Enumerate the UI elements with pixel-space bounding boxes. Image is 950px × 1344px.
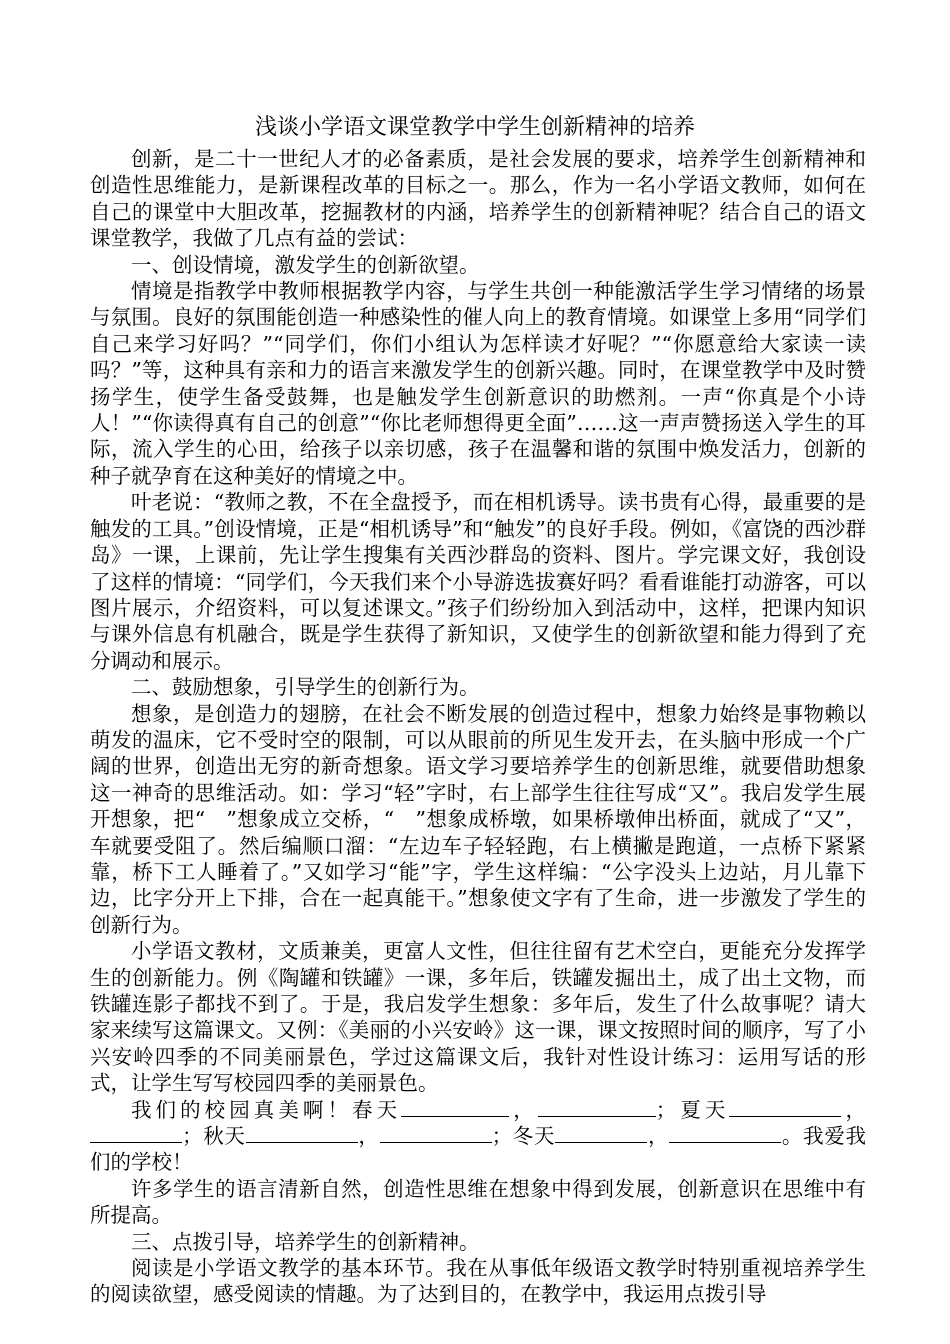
fill-in-exercise [90, 1097, 866, 1176]
blank-line [246, 1124, 358, 1143]
blank-line [380, 1124, 492, 1143]
fill-in-ending: 。我爱我们的学校！ [90, 1124, 867, 1175]
paragraph-imagination: 想象，是创造力的翅膀，在社会不断发展的创造过程中，想象力始终是事物赖以萌发的温床，它不受时空的限制，可以从眼前的所见生发开去，在头脑中形成一个广阔的世界，创造出无穷的新奇想象。语文学习要培养学生的创新思维，就要借助想象这一神奇的思维活动。如：学习“轻”字时，右上部学生往往写成“又”。我启发学生展开想象，把“ ”想象成立交桥，“ ”想象成桥墩，如果桥墩伸出桥面，就成了“又”，车就要受阻了。然后编顺口溜：“左边车子轻轻跑，右上横撇是跑道，一点桥下紧紧靠，桥下工人睡着了。”又如学习“能”字，学生这样编：“公字没头上边站，月儿靠下边，比字分开上下排，合在一起真能干。”想象使文字有了生命，进一步激发了学生的创新行为。 [90, 701, 866, 937]
blank-line [669, 1124, 781, 1143]
fill-in-semicolon: ； [182, 1124, 203, 1149]
section-heading-2: 二、鼓励想象，引导学生的创新行为。 [131, 675, 480, 700]
paragraph-reading: 阅读是小学语文教学的基本环节。我在从事低年级语文教学时特别重视培养学生的阅读欲望，感受阅读的情趣。为了达到目的，在教学中，我运用点拨引导 [90, 1256, 866, 1307]
fill-in-lead: 我们的校园真美啊！春天 [131, 1097, 402, 1122]
fill-in-summer: 夏天 [676, 1097, 730, 1122]
section-heading-1: 一、创设情境，激发学生的创新欲望。 [131, 252, 480, 277]
document-title: 浅谈小学语文课堂教学中学生创新精神的培养 [254, 115, 695, 140]
blank-line [538, 1098, 656, 1117]
fill-in-winter: 冬天 [512, 1124, 556, 1149]
blank-line [401, 1098, 509, 1117]
fill-in-semicolon: ； [655, 1097, 677, 1122]
section-heading-3: 三、点拨引导，培养学生的创新精神。 [131, 1229, 480, 1254]
blank-line [90, 1124, 182, 1143]
fill-in-autumn: 秋天 [202, 1124, 246, 1149]
blank-line [729, 1098, 841, 1117]
fill-in-comma: ， [841, 1097, 867, 1122]
paragraph-situation: 情境是指教学中教师根据教学内容，与学生共创一种能激活学生学习情绪的场景与氛围。良好的氛围能创造一种感染性的催人向上的教育情境。如课堂上多用“同学们自己来学习好吗？”“同学们，你们小组认为怎样读才好呢？”“你愿意给大家读一读吗？”等，这种具有亲和力的语言来激发学生的创新兴趣。同时，在课堂教学中及时赞扬学生，使学生备受鼓舞，也是触发学生创新意识的助燃剂。一声“你真是个小诗人！”“你读得真有自己的创意”“你比老师想得更全面”……这一声声赞扬送入学生的耳际，流入学生的心田，给孩子以亲切感，孩子在温馨和谐的氛围中焕发活力，创新的种子就孕育在这种美好的情境之中。 [90, 279, 866, 488]
fill-in-comma: ， [647, 1124, 670, 1149]
paragraph-textbook: 小学语文教材，文质兼美，更富人文性，但往往留有艺术空白，更能充分发挥学生的创新能力。例《陶罐和铁罐》一课，多年后，铁罐发掘出土，成了出土文物，而铁罐连影子都找不到了。于是，我启发学生想象：多年后，发生了什么故事呢？请大家来续写这篇课文。又例：《美丽的小兴安岭》这一课，课文按照时间的顺序，写了小兴安岭四季的不同美丽景色，学过这篇课文后，我针对性设计练习：运用写话的形式，让学生写写校园四季的美丽景色。 [90, 939, 866, 1096]
fill-in-comma: ， [509, 1097, 538, 1122]
fill-in-comma: ， [357, 1124, 380, 1149]
fill-in-semicolon: ； [491, 1124, 513, 1149]
blank-line [555, 1124, 647, 1143]
document-body [90, 146, 866, 1308]
paragraph-ye-lao: 叶老说：“教师之教，不在全盘授予，而在相机诱导。读书贵有心得，最重要的是触发的工具。”创设情境，正是“相机诱导”和“触发”的良好手段。例如，《富饶的西沙群岛》一课，上课前，先让学生搜集有关西沙群岛的资料、图片。学完课文好，我创设了这样的情境：“同学们，今天我们来个小导游选拔赛好吗？看看谁能打动游客，可以图片展示，介绍资料，可以复述课文。”孩子们纷纷加入到活动中，这样，把课内知识与课外信息有机融合，既是学生获得了新知识，又使学生的创新欲望和能力得到了充分调动和展示。 [90, 490, 866, 673]
paragraph-intro: 创新，是二十一世纪人才的必备素质，是社会发展的要求，培养学生创新精神和创造性思维能力，是新课程改革的目标之一。那么，作为一名小学语文教师，如何在自己的课堂中大胆改革，挖掘教材的内涵，培养学生的创新精神呢？结合自己的语文课堂教学，我做了几点有益的尝试： [90, 147, 866, 251]
paragraph-results: 许多学生的语言清新自然，创造性思维在想象中得到发展，创新意识在思维中有所提高。 [90, 1176, 866, 1228]
